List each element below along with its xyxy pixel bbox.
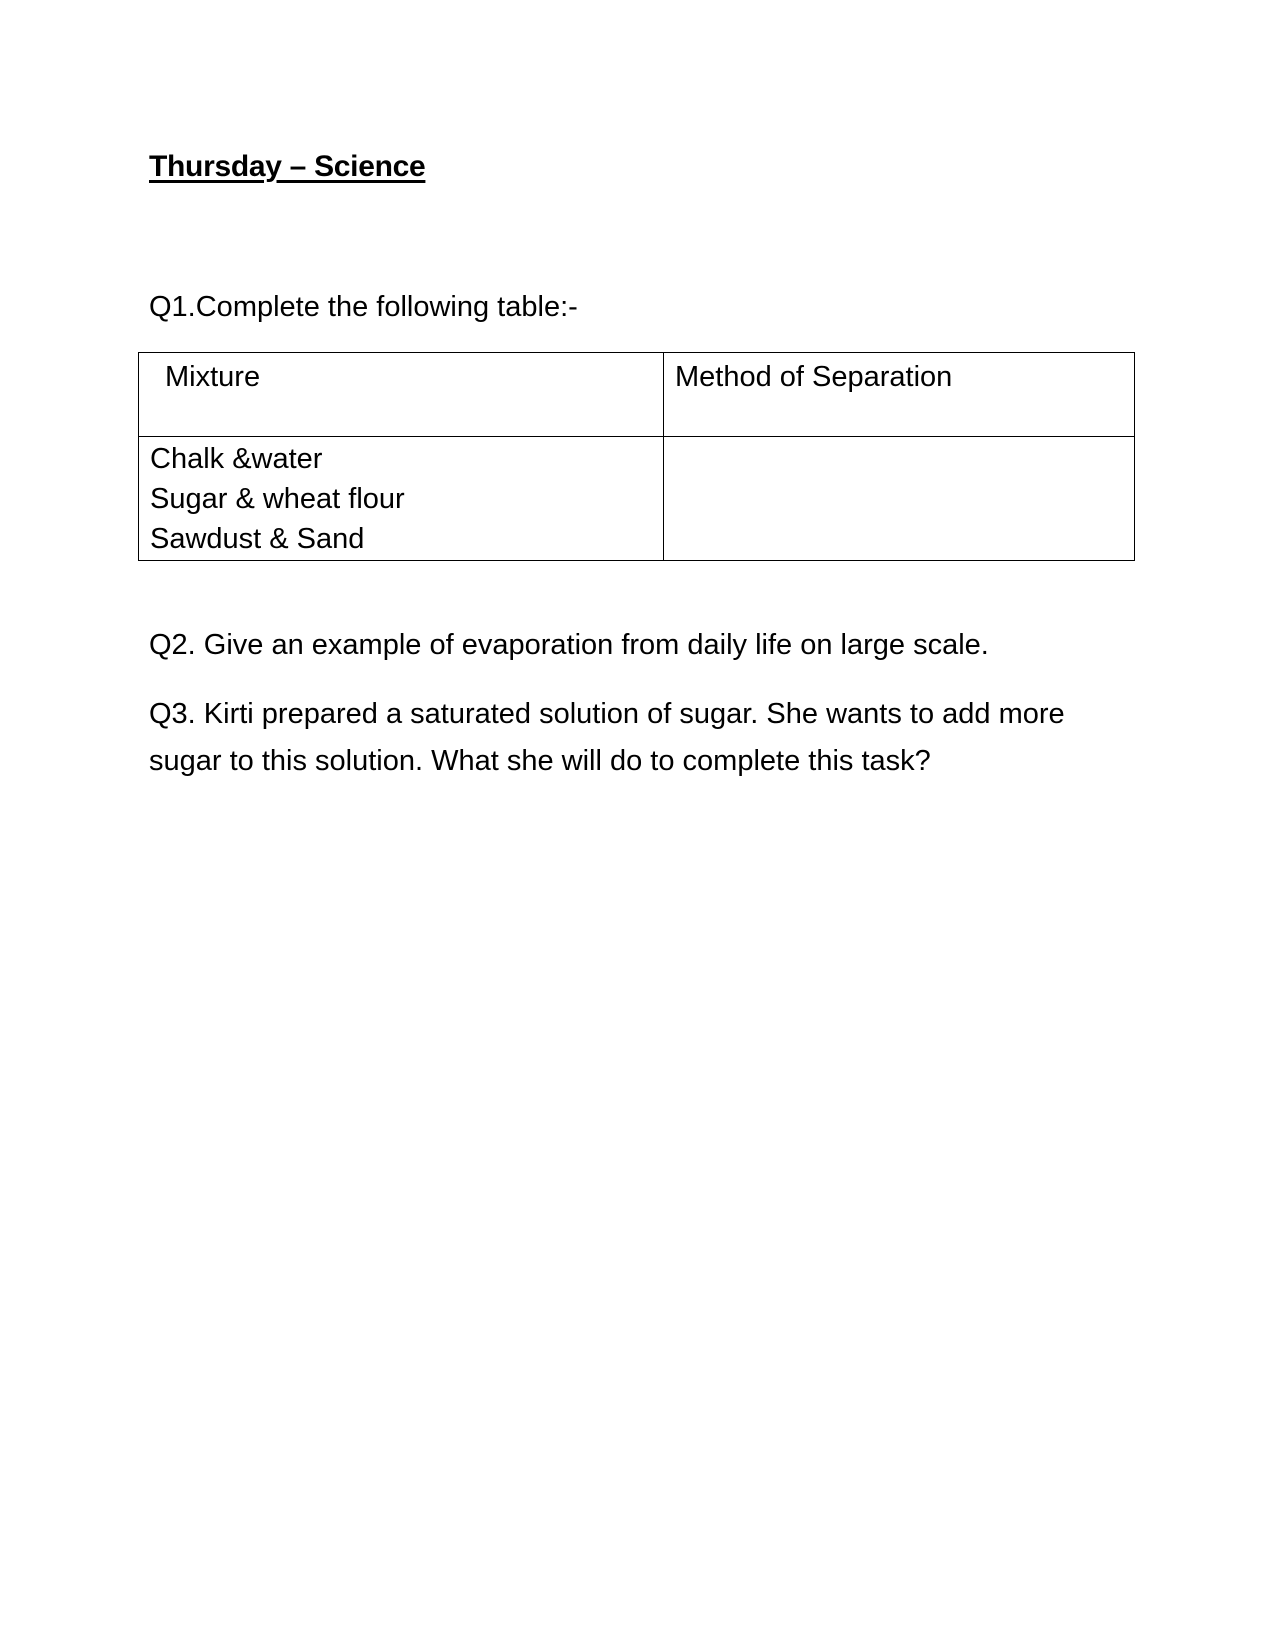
mixture-cell bbox=[139, 437, 664, 561]
question-3-line-1: Q3. Kirti prepared a saturated solution of sugar. She wants to add more bbox=[149, 698, 1065, 730]
mixture-item: Sawdust & Sand bbox=[150, 523, 365, 555]
method-answer-cell bbox=[664, 437, 1135, 561]
table-header-row bbox=[139, 353, 1135, 437]
question-2: Q2. Give an example of evaporation from daily life on large scale. bbox=[149, 629, 989, 661]
question-3 bbox=[149, 691, 1065, 785]
header-method-of-separation: Method of Separation bbox=[664, 353, 1135, 437]
table-row bbox=[139, 437, 1135, 561]
header-mixture: Mixture bbox=[139, 353, 664, 437]
question-1: Q1.Complete the following table:- bbox=[149, 291, 578, 323]
separation-table bbox=[138, 352, 1135, 561]
page-title: Thursday – Science bbox=[149, 150, 426, 183]
mixture-item: Chalk &water bbox=[150, 443, 323, 475]
mixture-item: Sugar & wheat flour bbox=[150, 483, 405, 515]
question-3-line-2: sugar to this solution. What she will do to complete this task? bbox=[149, 745, 931, 777]
